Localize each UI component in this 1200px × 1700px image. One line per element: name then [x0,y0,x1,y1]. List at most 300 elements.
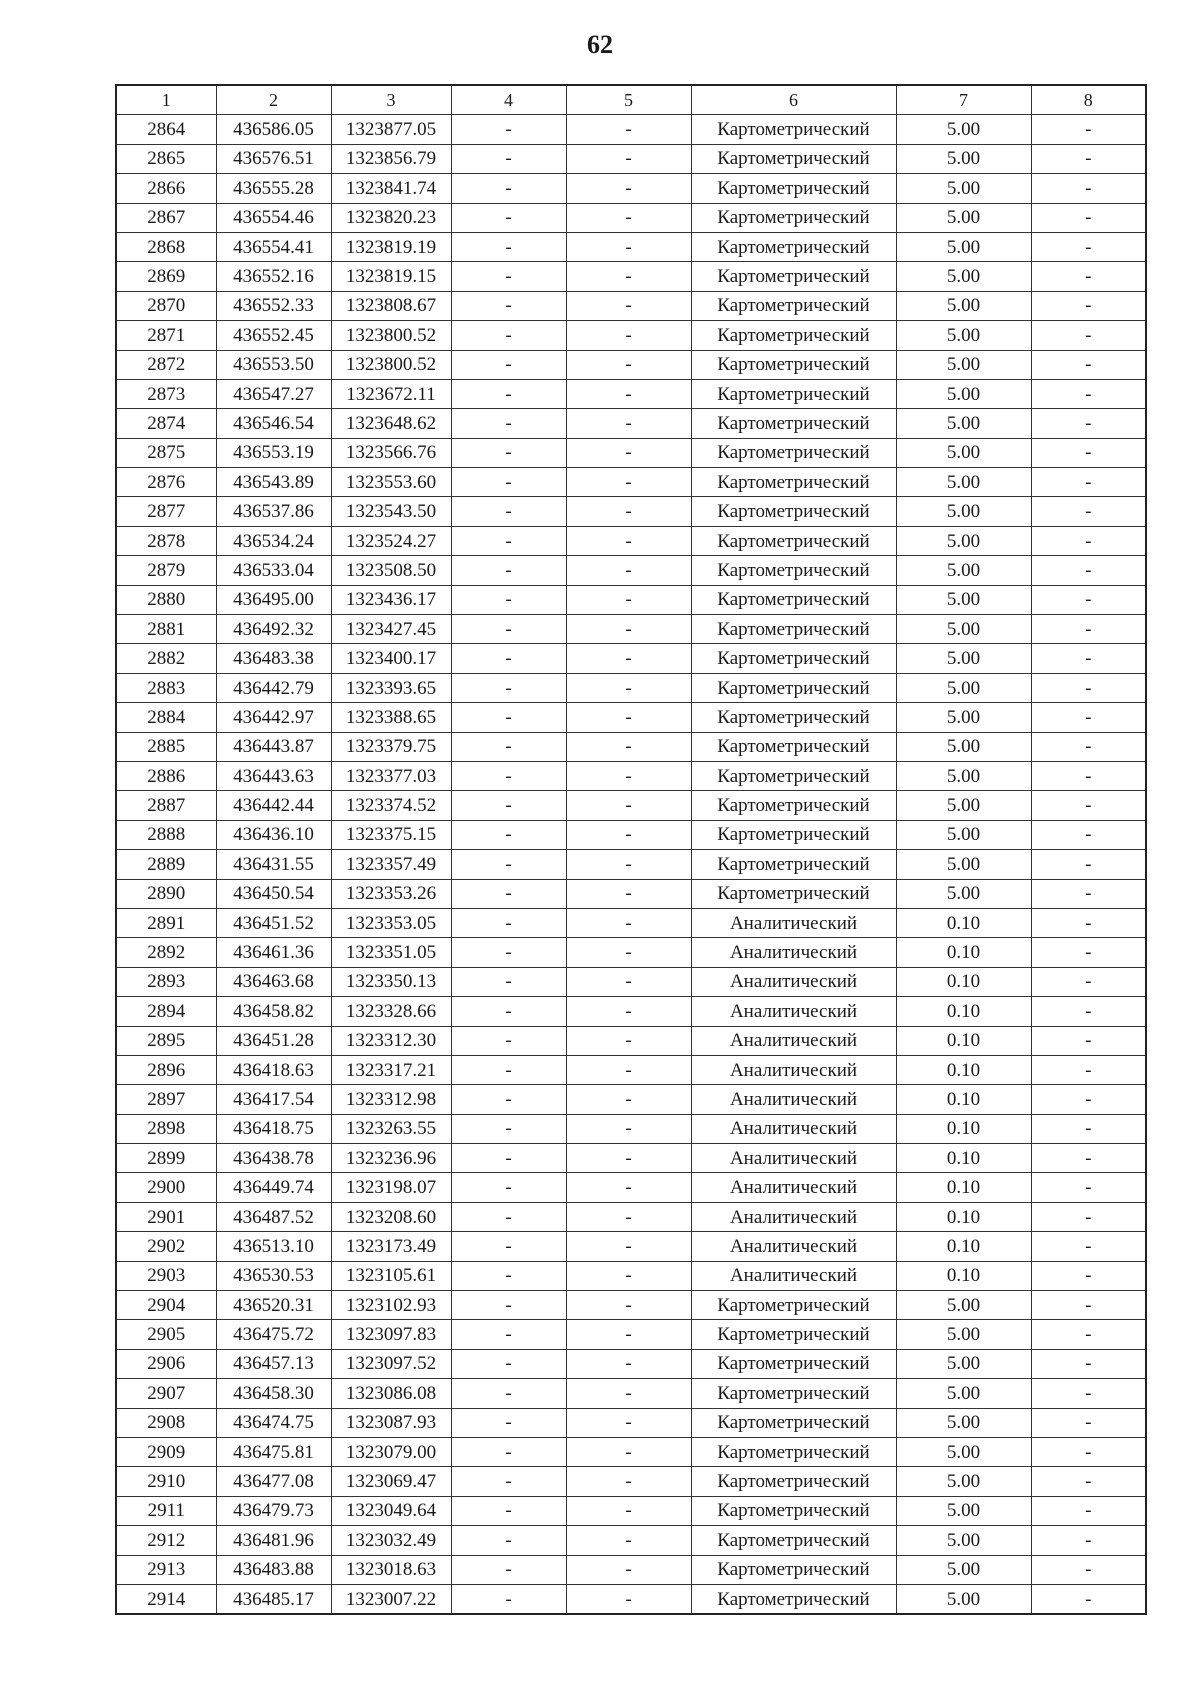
cell-x-coordinate: 436443.87 [216,732,331,761]
cell-method: Аналитический [691,1173,896,1202]
cell-point-number: 2874 [116,409,216,438]
cell-col-4: - [451,1437,566,1466]
table-row [116,379,1146,408]
table-row [116,321,1146,350]
cell-col-8: - [1031,174,1146,203]
cell-y-coordinate: 1323102.93 [331,1291,451,1320]
cell-method: Картометрический [691,1584,896,1614]
cell-col-5: - [566,1114,691,1143]
cell-col-4: - [451,908,566,937]
cell-point-number: 2881 [116,615,216,644]
cell-method: Картометрический [691,468,896,497]
cell-y-coordinate: 1323007.22 [331,1584,451,1614]
cell-col-5: - [566,438,691,467]
cell-method: Аналитический [691,967,896,996]
cell-col-4: - [451,1320,566,1349]
cell-method: Картометрический [691,1408,896,1437]
cell-y-coordinate: 1323097.83 [331,1320,451,1349]
cell-y-coordinate: 1323198.07 [331,1173,451,1202]
table-row [116,585,1146,614]
table-row [116,1584,1146,1614]
cell-accuracy: 0.10 [896,1232,1031,1261]
cell-x-coordinate: 436475.81 [216,1437,331,1466]
cell-point-number: 2901 [116,1202,216,1231]
cell-col-8: - [1031,1320,1146,1349]
cell-col-4: - [451,673,566,702]
cell-col-5: - [566,850,691,879]
cell-method: Картометрический [691,673,896,702]
cell-point-number: 2912 [116,1526,216,1555]
cell-col-4: - [451,1055,566,1084]
cell-col-8: - [1031,997,1146,1026]
cell-col-5: - [566,1173,691,1202]
table-row [116,1555,1146,1584]
cell-accuracy: 5.00 [896,615,1031,644]
cell-y-coordinate: 1323377.03 [331,761,451,790]
table-row [116,703,1146,732]
cell-accuracy: 0.10 [896,967,1031,996]
cell-col-4: - [451,556,566,585]
cell-x-coordinate: 436463.68 [216,967,331,996]
table-row [116,1349,1146,1378]
cell-col-5: - [566,262,691,291]
cell-col-8: - [1031,1026,1146,1055]
cell-col-4: - [451,409,566,438]
table-row [116,1173,1146,1202]
cell-col-4: - [451,1291,566,1320]
cell-y-coordinate: 1323800.52 [331,321,451,350]
table-row [116,1291,1146,1320]
cell-accuracy: 5.00 [896,1291,1031,1320]
cell-col-4: - [451,468,566,497]
cell-col-4: - [451,997,566,1026]
table-row [116,232,1146,261]
cell-col-4: - [451,203,566,232]
cell-col-8: - [1031,644,1146,673]
cell-x-coordinate: 436479.73 [216,1496,331,1525]
cell-col-5: - [566,585,691,614]
cell-col-5: - [566,1232,691,1261]
cell-col-5: - [566,497,691,526]
cell-point-number: 2892 [116,938,216,967]
cell-method: Аналитический [691,1144,896,1173]
cell-point-number: 2910 [116,1467,216,1496]
cell-x-coordinate: 436483.38 [216,644,331,673]
cell-y-coordinate: 1323328.66 [331,997,451,1026]
cell-accuracy: 5.00 [896,1349,1031,1378]
cell-x-coordinate: 436520.31 [216,1291,331,1320]
cell-accuracy: 5.00 [896,732,1031,761]
cell-col-5: - [566,644,691,673]
cell-col-4: - [451,967,566,996]
cell-x-coordinate: 436553.50 [216,350,331,379]
cell-accuracy: 5.00 [896,115,1031,144]
cell-point-number: 2904 [116,1291,216,1320]
cell-col-5: - [566,1379,691,1408]
cell-method: Картометрический [691,761,896,790]
cell-accuracy: 0.10 [896,1202,1031,1231]
table-body [116,115,1146,1614]
cell-col-5: - [566,409,691,438]
table-row [116,615,1146,644]
cell-accuracy: 0.10 [896,1026,1031,1055]
cell-col-5: - [566,1408,691,1437]
cell-col-8: - [1031,615,1146,644]
cell-accuracy: 0.10 [896,1173,1031,1202]
cell-method: Картометрический [691,791,896,820]
table-row [116,879,1146,908]
cell-col-4: - [451,1496,566,1525]
cell-col-8: - [1031,967,1146,996]
cell-col-8: - [1031,1526,1146,1555]
cell-col-4: - [451,761,566,790]
cell-method: Картометрический [691,438,896,467]
cell-point-number: 2885 [116,732,216,761]
table-row [116,291,1146,320]
cell-y-coordinate: 1323648.62 [331,409,451,438]
cell-col-8: - [1031,908,1146,937]
cell-method: Картометрический [691,615,896,644]
cell-accuracy: 5.00 [896,1555,1031,1584]
cell-col-5: - [566,1026,691,1055]
cell-y-coordinate: 1323079.00 [331,1437,451,1466]
cell-y-coordinate: 1323086.08 [331,1379,451,1408]
column-header-7: 7 [896,85,1031,115]
cell-y-coordinate: 1323173.49 [331,1232,451,1261]
cell-method: Картометрический [691,144,896,173]
table-row [116,791,1146,820]
table-row [116,967,1146,996]
cell-method: Картометрический [691,820,896,849]
cell-method: Картометрический [691,556,896,585]
cell-y-coordinate: 1323841.74 [331,174,451,203]
cell-col-8: - [1031,1261,1146,1290]
cell-accuracy: 0.10 [896,1261,1031,1290]
cell-col-5: - [566,1055,691,1084]
cell-point-number: 2903 [116,1261,216,1290]
cell-y-coordinate: 1323856.79 [331,144,451,173]
cell-accuracy: 0.10 [896,1055,1031,1084]
cell-point-number: 2886 [116,761,216,790]
column-header-1: 1 [116,85,216,115]
cell-y-coordinate: 1323312.30 [331,1026,451,1055]
cell-col-4: - [451,321,566,350]
cell-col-8: - [1031,1085,1146,1114]
cell-col-4: - [451,644,566,673]
cell-y-coordinate: 1323436.17 [331,585,451,614]
table-row [116,761,1146,790]
cell-col-5: - [566,350,691,379]
cell-y-coordinate: 1323236.96 [331,1144,451,1173]
table-row [116,1437,1146,1466]
cell-y-coordinate: 1323374.52 [331,791,451,820]
table-row [116,556,1146,585]
cell-col-8: - [1031,1232,1146,1261]
cell-method: Аналитический [691,1026,896,1055]
table-row [116,526,1146,555]
cell-x-coordinate: 436458.82 [216,997,331,1026]
cell-x-coordinate: 436487.52 [216,1202,331,1231]
cell-col-5: - [566,1526,691,1555]
cell-method: Аналитический [691,1055,896,1084]
table-row [116,997,1146,1026]
cell-col-5: - [566,526,691,555]
cell-y-coordinate: 1323018.63 [331,1555,451,1584]
cell-point-number: 2896 [116,1055,216,1084]
cell-point-number: 2868 [116,232,216,261]
cell-accuracy: 5.00 [896,644,1031,673]
cell-x-coordinate: 436449.74 [216,1173,331,1202]
cell-x-coordinate: 436552.16 [216,262,331,291]
cell-point-number: 2889 [116,850,216,879]
cell-x-coordinate: 436537.86 [216,497,331,526]
cell-point-number: 2902 [116,1232,216,1261]
cell-x-coordinate: 436436.10 [216,820,331,849]
cell-point-number: 2914 [116,1584,216,1614]
cell-col-4: - [451,262,566,291]
cell-point-number: 2876 [116,468,216,497]
table-row [116,1085,1146,1114]
cell-col-8: - [1031,438,1146,467]
table-row [116,350,1146,379]
cell-x-coordinate: 436418.63 [216,1055,331,1084]
cell-col-4: - [451,732,566,761]
cell-col-8: - [1031,115,1146,144]
cell-y-coordinate: 1323032.49 [331,1526,451,1555]
table-row [116,262,1146,291]
cell-col-5: - [566,1349,691,1378]
table-row [116,1467,1146,1496]
cell-point-number: 2893 [116,967,216,996]
cell-point-number: 2895 [116,1026,216,1055]
cell-accuracy: 5.00 [896,379,1031,408]
cell-x-coordinate: 436442.79 [216,673,331,702]
cell-y-coordinate: 1323049.64 [331,1496,451,1525]
cell-col-4: - [451,850,566,879]
cell-col-8: - [1031,1055,1146,1084]
cell-accuracy: 5.00 [896,1408,1031,1437]
table-row [116,497,1146,526]
cell-accuracy: 5.00 [896,468,1031,497]
cell-col-4: - [451,526,566,555]
table-row [116,144,1146,173]
cell-point-number: 2864 [116,115,216,144]
cell-method: Аналитический [691,1202,896,1231]
cell-col-8: - [1031,409,1146,438]
cell-y-coordinate: 1323375.15 [331,820,451,849]
cell-point-number: 2877 [116,497,216,526]
cell-x-coordinate: 436417.54 [216,1085,331,1114]
cell-col-8: - [1031,1349,1146,1378]
cell-accuracy: 5.00 [896,321,1031,350]
cell-accuracy: 5.00 [896,232,1031,261]
table-row [116,1114,1146,1143]
cell-accuracy: 5.00 [896,291,1031,320]
cell-x-coordinate: 436418.75 [216,1114,331,1143]
cell-method: Картометрический [691,291,896,320]
cell-col-5: - [566,761,691,790]
page-number: 62 [587,30,613,59]
cell-y-coordinate: 1323393.65 [331,673,451,702]
cell-point-number: 2883 [116,673,216,702]
cell-point-number: 2908 [116,1408,216,1437]
cell-y-coordinate: 1323350.13 [331,967,451,996]
cell-x-coordinate: 436450.54 [216,879,331,908]
cell-col-8: - [1031,585,1146,614]
cell-col-4: - [451,1526,566,1555]
cell-col-8: - [1031,291,1146,320]
cell-col-4: - [451,115,566,144]
cell-col-8: - [1031,203,1146,232]
cell-col-4: - [451,1261,566,1290]
cell-col-8: - [1031,1437,1146,1466]
cell-y-coordinate: 1323819.15 [331,262,451,291]
cell-method: Картометрический [691,115,896,144]
cell-col-8: - [1031,350,1146,379]
cell-x-coordinate: 436555.28 [216,174,331,203]
cell-method: Картометрический [691,321,896,350]
cell-y-coordinate: 1323672.11 [331,379,451,408]
cell-accuracy: 0.10 [896,997,1031,1026]
cell-col-4: - [451,174,566,203]
cell-y-coordinate: 1323208.60 [331,1202,451,1231]
column-header-5: 5 [566,85,691,115]
cell-x-coordinate: 436513.10 [216,1232,331,1261]
cell-x-coordinate: 436543.89 [216,468,331,497]
cell-y-coordinate: 1323312.98 [331,1085,451,1114]
cell-y-coordinate: 1323105.61 [331,1261,451,1290]
cell-col-5: - [566,556,691,585]
cell-col-5: - [566,379,691,408]
header-row [116,85,1146,115]
cell-col-4: - [451,879,566,908]
cell-x-coordinate: 436546.54 [216,409,331,438]
cell-x-coordinate: 436552.33 [216,291,331,320]
cell-point-number: 2905 [116,1320,216,1349]
cell-point-number: 2898 [116,1114,216,1143]
cell-col-5: - [566,938,691,967]
cell-col-4: - [451,1114,566,1143]
cell-col-5: - [566,468,691,497]
cell-col-4: - [451,291,566,320]
cell-y-coordinate: 1323263.55 [331,1114,451,1143]
cell-accuracy: 5.00 [896,497,1031,526]
cell-x-coordinate: 436485.17 [216,1584,331,1614]
cell-col-8: - [1031,1379,1146,1408]
cell-method: Картометрический [691,1496,896,1525]
cell-col-8: - [1031,761,1146,790]
cell-method: Картометрический [691,1555,896,1584]
table-row [116,468,1146,497]
cell-method: Картометрический [691,497,896,526]
cell-method: Аналитический [691,1261,896,1290]
cell-col-4: - [451,820,566,849]
cell-x-coordinate: 436431.55 [216,850,331,879]
cell-col-8: - [1031,468,1146,497]
table-row [116,1026,1146,1055]
cell-x-coordinate: 436530.53 [216,1261,331,1290]
cell-col-8: - [1031,732,1146,761]
cell-col-4: - [451,1026,566,1055]
cell-x-coordinate: 436451.28 [216,1026,331,1055]
cell-col-8: - [1031,820,1146,849]
cell-col-4: - [451,438,566,467]
cell-col-4: - [451,1584,566,1614]
cell-x-coordinate: 436457.13 [216,1349,331,1378]
cell-x-coordinate: 436458.30 [216,1379,331,1408]
cell-accuracy: 5.00 [896,409,1031,438]
cell-method: Картометрический [691,379,896,408]
cell-point-number: 2906 [116,1349,216,1378]
cell-col-5: - [566,232,691,261]
cell-col-5: - [566,1584,691,1614]
cell-method: Картометрический [691,232,896,261]
cell-point-number: 2890 [116,879,216,908]
cell-method: Аналитический [691,1114,896,1143]
cell-accuracy: 5.00 [896,791,1031,820]
cell-x-coordinate: 436443.63 [216,761,331,790]
cell-col-5: - [566,1467,691,1496]
cell-col-4: - [451,1408,566,1437]
cell-method: Картометрический [691,850,896,879]
cell-y-coordinate: 1323877.05 [331,115,451,144]
cell-method: Картометрический [691,703,896,732]
cell-y-coordinate: 1323543.50 [331,497,451,526]
cell-accuracy: 5.00 [896,820,1031,849]
cell-col-8: - [1031,232,1146,261]
table-row [116,174,1146,203]
table-row [116,1496,1146,1525]
cell-col-5: - [566,291,691,320]
cell-point-number: 2894 [116,997,216,1026]
cell-accuracy: 5.00 [896,1437,1031,1466]
cell-accuracy: 5.00 [896,262,1031,291]
cell-method: Картометрический [691,1291,896,1320]
cell-col-8: - [1031,1202,1146,1231]
coordinates-table [115,84,1147,1615]
cell-y-coordinate: 1323069.47 [331,1467,451,1496]
cell-col-8: - [1031,1555,1146,1584]
cell-x-coordinate: 436477.08 [216,1467,331,1496]
cell-method: Картометрический [691,262,896,291]
table-row [116,820,1146,849]
table-row [116,1055,1146,1084]
cell-y-coordinate: 1323819.19 [331,232,451,261]
cell-point-number: 2887 [116,791,216,820]
cell-method: Картометрический [691,1526,896,1555]
table-row [116,1408,1146,1437]
cell-col-8: - [1031,497,1146,526]
table-row [116,1232,1146,1261]
cell-point-number: 2866 [116,174,216,203]
cell-col-8: - [1031,144,1146,173]
cell-x-coordinate: 436495.00 [216,585,331,614]
cell-col-8: - [1031,321,1146,350]
cell-col-5: - [566,174,691,203]
cell-accuracy: 0.10 [896,938,1031,967]
cell-col-4: - [451,703,566,732]
cell-accuracy: 0.10 [896,1085,1031,1114]
cell-col-5: - [566,1291,691,1320]
cell-accuracy: 5.00 [896,585,1031,614]
cell-accuracy: 5.00 [896,1526,1031,1555]
cell-y-coordinate: 1323353.26 [331,879,451,908]
cell-method: Картометрический [691,1437,896,1466]
cell-y-coordinate: 1323097.52 [331,1349,451,1378]
cell-accuracy: 5.00 [896,850,1031,879]
cell-point-number: 2871 [116,321,216,350]
cell-y-coordinate: 1323427.45 [331,615,451,644]
